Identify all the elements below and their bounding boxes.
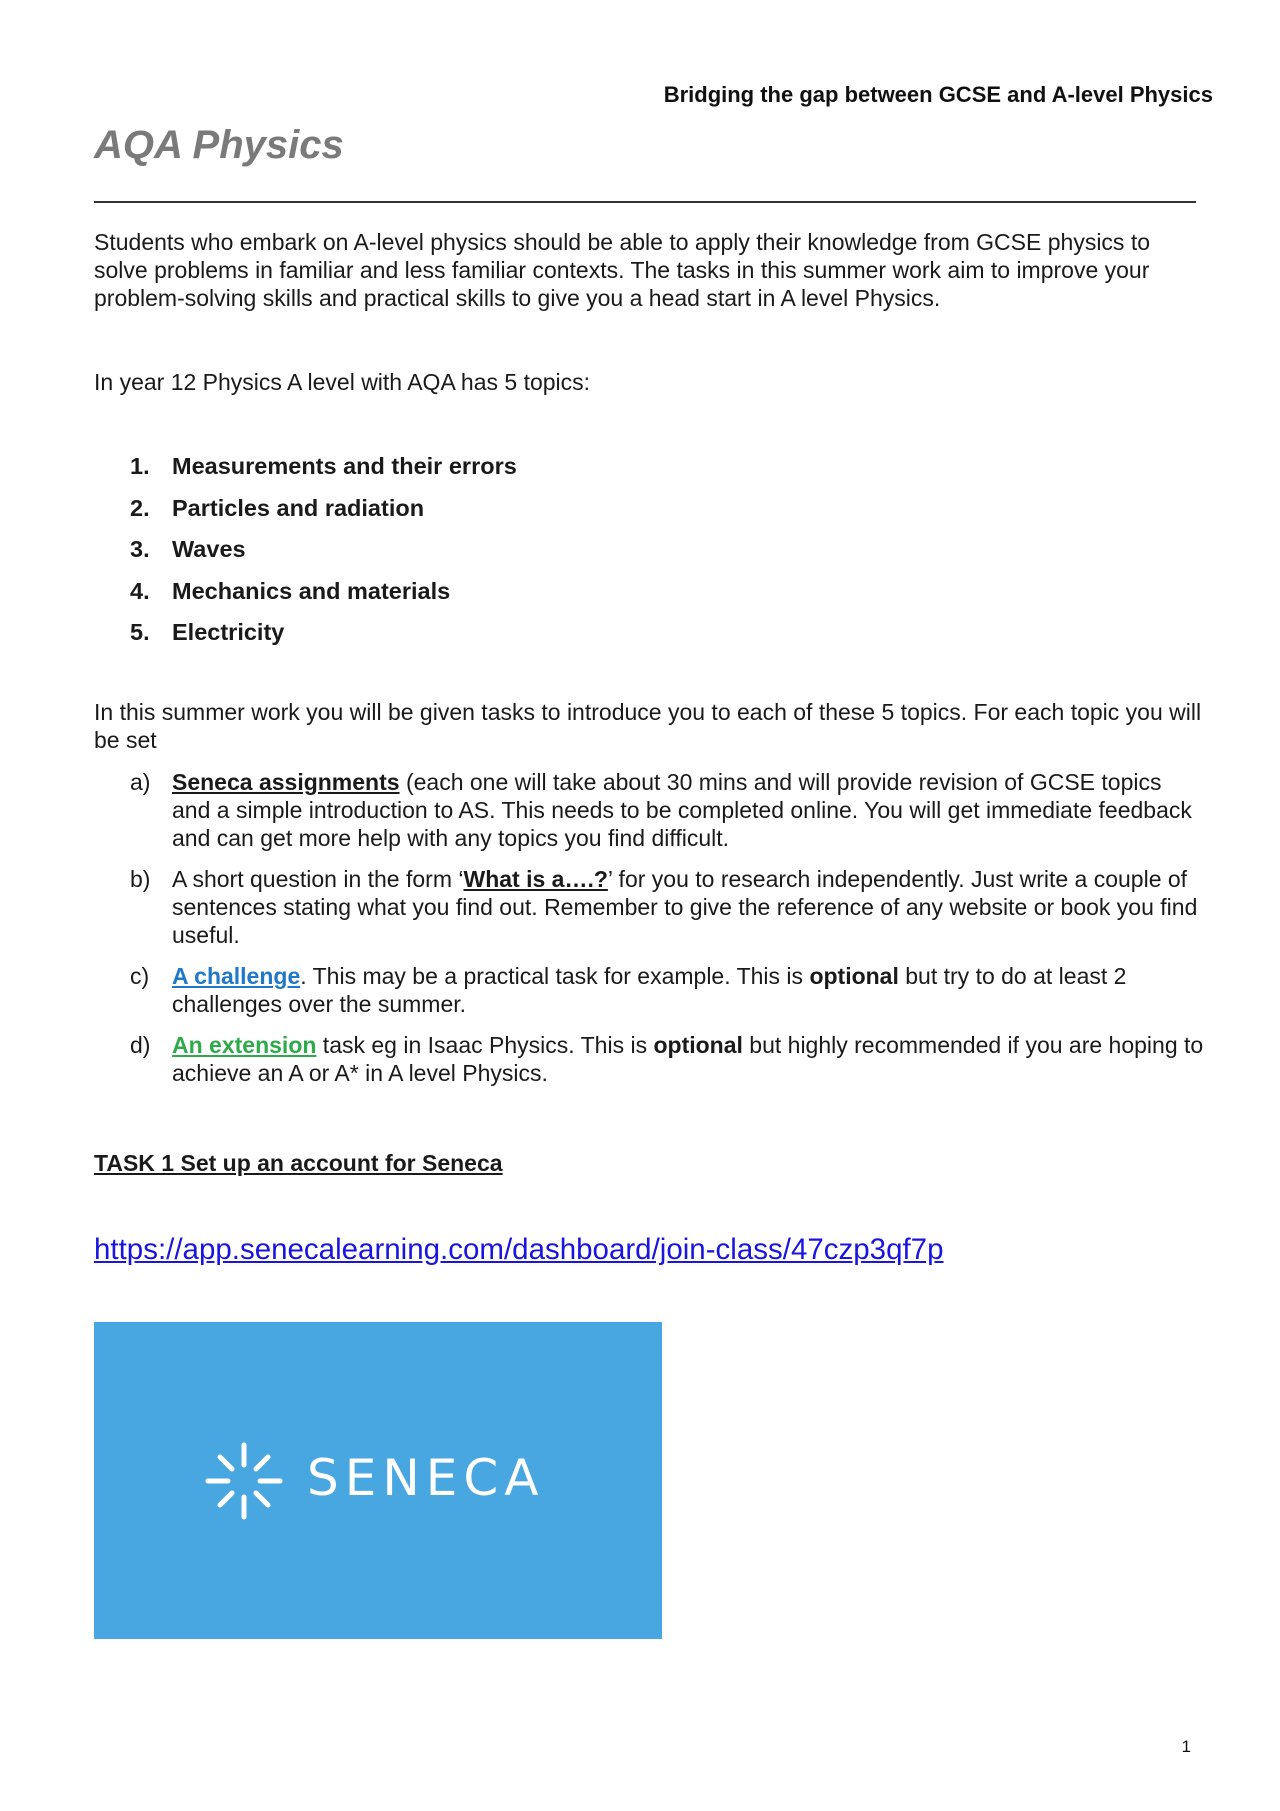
topic-item <box>130 529 517 571</box>
seneca-banner-image <box>94 1322 662 1639</box>
task-text: (each one will take about 30 mins and will provide revision of GCSE topics and a simple introduction to AS. This needs to be completed online. You will get immediate feedback and can get more help with any topics you find difficult. <box>172 769 1192 851</box>
title-divider <box>94 201 1196 203</box>
task-text: . This may be a practical task for example. This is <box>300 963 810 989</box>
topic-item <box>130 488 517 530</box>
topics-lead-paragraph: In year 12 Physics A level with AQA has 5 topics: <box>94 369 591 395</box>
task1-heading: TASK 1 Set up an account for Seneca <box>94 1150 503 1176</box>
extension-link[interactable]: An extension <box>172 1032 317 1058</box>
task-types-list <box>130 768 1205 1100</box>
seneca-assignments-label: Seneca assignments <box>172 769 400 795</box>
seneca-join-link[interactable]: https://app.senecalearning.com/dashboard/join-class/47czp3qf7p <box>94 1233 944 1266</box>
page-number: 1 <box>1181 1737 1191 1756</box>
topics-list <box>130 446 517 654</box>
task-item-seneca <box>130 768 1205 852</box>
optional-emphasis: optional <box>809 963 899 989</box>
running-header: Bridging the gap between GCSE and A-level Physics <box>663 82 1213 107</box>
task-letter: d) <box>130 1032 151 1058</box>
seneca-burst-icon <box>202 1439 286 1523</box>
topic-label: Particles and radiation <box>172 494 425 521</box>
topic-label: Measurements and their errors <box>172 453 517 479</box>
document-title: AQA Physics <box>94 123 344 167</box>
task-item-what-is <box>130 865 1205 949</box>
task-body <box>172 1031 1205 1087</box>
topic-number: 3. <box>130 536 150 562</box>
topic-number: 2. <box>130 494 150 521</box>
challenge-link[interactable]: A challenge <box>172 963 301 989</box>
task-body <box>172 865 1205 949</box>
task-item-extension <box>130 1031 1205 1087</box>
optional-emphasis: optional <box>653 1032 743 1058</box>
topic-item <box>130 571 517 613</box>
task-item-challenge <box>130 962 1205 1018</box>
task-text: but try to do at least 2 challenges over the summer. <box>172 963 1127 1017</box>
task-body <box>172 768 1205 852</box>
task-letter: a) <box>130 769 151 795</box>
what-is-label: What is a….? <box>463 866 608 892</box>
task-text: task eg in Isaac Physics. This is <box>316 1032 654 1058</box>
task-body <box>172 962 1205 1018</box>
topic-item <box>130 612 517 654</box>
seneca-logo-text: SENECA <box>307 1449 545 1507</box>
topic-label: Waves <box>172 536 246 562</box>
topic-number: 1. <box>130 453 150 479</box>
task-letter: b) <box>130 866 151 892</box>
summer-work-lead-paragraph: In this summer work you will be given tasks to introduce you to each of these 5 topics. For each topic you will be set <box>94 699 1202 753</box>
topic-label: Electricity <box>172 619 285 645</box>
topic-number: 4. <box>130 577 150 604</box>
task-text: ’ for you to research independently. Just write a couple of sentences stating what you find out. Remember to give the reference of any website or book you find useful. <box>172 866 1198 948</box>
intro-paragraph: Students who embark on A-level physics should be able to apply their knowledge from GCSE physics to solve problems in familiar and less familiar contexts. The tasks in this summer work aim to improve your problem-solving skills and practical skills to give you a head start in A level Physics. <box>94 229 1151 311</box>
task-text: A short question in the form ‘ <box>172 866 464 892</box>
task-letter: c) <box>130 963 150 989</box>
task-text: but highly recommended if you are hoping to achieve an A or A* in A level Physics. <box>172 1032 1204 1086</box>
topic-item <box>130 446 517 488</box>
topic-number: 5. <box>130 619 150 645</box>
topic-label: Mechanics and materials <box>172 577 451 604</box>
